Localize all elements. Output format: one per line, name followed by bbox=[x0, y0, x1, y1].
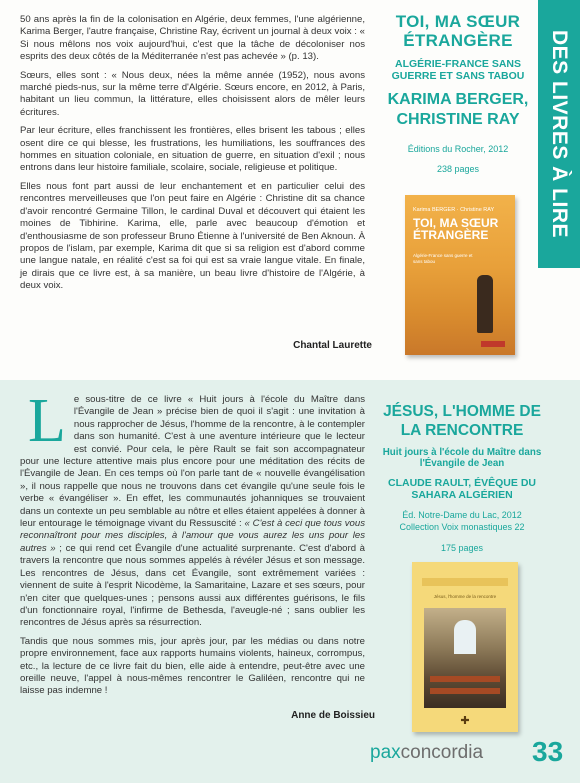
book-1-subtitle: ALGÉRIE-FRANCE SANS GUERRE ET SANS TABOU bbox=[391, 58, 525, 82]
review-2-quote: « C'est à ceci que tous vous reconnaîtront pour mes disciples, à l'amour que vous aurez les uns pour les autres » bbox=[20, 518, 365, 554]
review-1-paragraph: Sœurs, elles sont : « Nous deux, nées la même année (1952), nous avons marché pieds-nus, sur la même terre d'Algérie. Sœurs encore, en 2012, à Paris, habitant un lieu commun, la littérature, elles choisissent alors de mêler leurs écritures. bbox=[20, 69, 365, 118]
cross-icon: ✚ bbox=[460, 715, 470, 727]
book-2-title: JÉSUS, L'HOMME DE LA RENCONTRE bbox=[383, 403, 541, 439]
section-tab-label: DES LIVRES À LIRE bbox=[548, 29, 571, 239]
chapel-window bbox=[454, 620, 476, 654]
book-2-collection: Collection Voix monastiques 22 bbox=[399, 522, 525, 532]
chapel-pew bbox=[430, 676, 500, 682]
book-1-pages: 238 pages bbox=[436, 164, 480, 174]
book-1-publisher: Éditions du Rocher, 2012 bbox=[407, 144, 509, 154]
book-1-cover-subtitle: Algérie-France sans guerre et sans tabou bbox=[413, 253, 473, 264]
review-2-text-end: ; ce qui rend cet Évangile d'une actualité surprenante. C'est d'abord à travers la rencontre que nous sommes appelés à révéler Jésus et son message. Les rencontres de Jésus, dans cet Évangile, sont extrêmement variées : viennent de suite à l'esprit Nicodème, la Samaritaine, Lazare et ses sœurs, pour n'en citer que quelques-unes ; pensons aussi aux différentes guérisons, le fils d'un fonctionnaire royal, l'infirme de Bethesda, l'aveugle-né ; sans oublier les rencontres de Jésus après sa résurrection. bbox=[20, 542, 365, 629]
review-section-1 bbox=[0, 0, 580, 380]
review-2-signature: Anne de Boissieu bbox=[291, 710, 375, 721]
book-2-author: CLAUDE RAULT, ÉVÊQUE DU SAHARA ALGÉRIEN bbox=[388, 477, 536, 501]
review-1-text bbox=[20, 14, 365, 299]
logo-pax: pax bbox=[370, 742, 401, 763]
review-1-paragraph: Elles nous font part aussi de leur enchantement et en particulier celui des rencontres merveilleuses que l'on peut faire en Algérie : Christine dit sa chance d'avoir rencontré Germaine Tillon, le cardinal Duval et découvert qui étaient les moines de Tibhirine. Karima, elle, parle avec beaucoup d'émotion et d'enthousiasme de son professeur Bruno Étienne à l'université de Ben Aknoun. À propos de l'islam, par exemple, Karima dit que si sa religion est d'abord comme une langue natale, en réalité c'est sa foi qui est sa vraie langue vitale. En finale, je dirais que ce livre est, à sa manière, un beau livre d'histoire de l'Algérie, à deux voix. bbox=[20, 180, 365, 292]
review-1-paragraph: Par leur écriture, elles franchissent les frontières, elles brisent les tabous ; elles osent dire ce qui blesse, les frustrations, les humiliations, les souffrances des hommes en situation coloniale, en situation de guerre, en situation d'exil ; nous entrons dans leur histoire familiale, scolaire, sociale, religieuse et politique. bbox=[20, 125, 365, 174]
book-2-subtitle: Huit jours à l'école du Maître dans l'Évangile de Jean bbox=[382, 447, 542, 469]
review-2-text bbox=[20, 387, 365, 704]
review-2-paragraph: Tandis que nous sommes mis, jour après jour, par les médias ou dans notre propre environnement, face aux rapports humains violents, haineux, corrompus, etc., la lecture de ce livre fait du bien, elle aide à entendre, peut-être avec une oreille neuve, l'appel à nous-mêmes rencontrer le Galiléen, rencontre qui ne laisse pas indemne ! bbox=[20, 635, 365, 697]
book-1-cover-title: TOI, MA SŒUR ÉTRANGÈRE bbox=[413, 216, 499, 242]
logo-concordia: concordia bbox=[400, 742, 484, 763]
book-1-info bbox=[378, 12, 538, 174]
chapel-interior-image bbox=[424, 608, 506, 708]
drop-cap: L bbox=[28, 387, 66, 455]
book-2-info bbox=[378, 402, 546, 553]
section-tab bbox=[538, 0, 580, 268]
book-1-cover bbox=[405, 195, 515, 355]
book-2-cover bbox=[412, 562, 518, 732]
review-section-2 bbox=[0, 380, 580, 783]
page-number: 33 bbox=[532, 736, 564, 767]
book-1-title: TOI, MA SŒUR ÉTRANGÈRE bbox=[395, 12, 521, 50]
review-2-paragraph bbox=[20, 387, 365, 630]
book-2-cover-band bbox=[422, 578, 508, 586]
book-2-pages: 175 pages bbox=[440, 543, 484, 553]
book-1-cover-authors: Karima BERGER · Christine RAY bbox=[413, 207, 495, 213]
chapel-pew bbox=[430, 688, 500, 694]
book-1-authors: KARIMA BERGER, CHRISTINE RAY bbox=[387, 91, 529, 128]
publisher-logo bbox=[481, 341, 505, 347]
book-2-cover-title: Jésus, l'homme de la rencontre bbox=[433, 594, 497, 599]
magazine-logo bbox=[370, 742, 483, 764]
book-2-publisher: Éd. Notre-Dame du Lac, 2012 bbox=[402, 510, 522, 520]
review-1-paragraph: 50 ans après la fin de la colonisation en Algérie, deux femmes, l'une algérienne, Karima Berger, l'autre française, Christine Ray, écrivent un journal à deux voix : « Si nous mêlons nos voix aujourd'hui, c'est que la tâche de décoloniser nos esprits des deux côtés de la Méditerranée n'est pas achevée » (p. 13). bbox=[20, 14, 365, 63]
review-2-text-start: e sous-titre de ce livre « Huit jours à l'école du Maître dans l'Évangile de Jean » précise bien de quoi il s'agit : une invitation à nous rapprocher de Jésus, l'homme de la rencontre, à le contempler dans son humanité. C'est à une aventure intérieure que le lecteur est convié. Pour cela, le père Rault se fait son accompagnateur pour une lecture attentive mais plus encore pour une méditation des récits de l'Évangile de Jean. En ces temps où l'on parle tant de « nouvelle évangélisation », il nous rappelle que nous ne trouvons dans cet évangile qu'une seule fois le verbe « évangéliser ». En effet, les communautés johanniques se trouvaient dans un contexte un peu semblable au nôtre et elles étaient appelées à donner à leur entourage le témoignage vivant du Ressuscité : bbox=[20, 394, 365, 530]
review-1-signature: Chantal Laurette bbox=[293, 340, 372, 351]
walking-figure-image bbox=[477, 275, 493, 333]
